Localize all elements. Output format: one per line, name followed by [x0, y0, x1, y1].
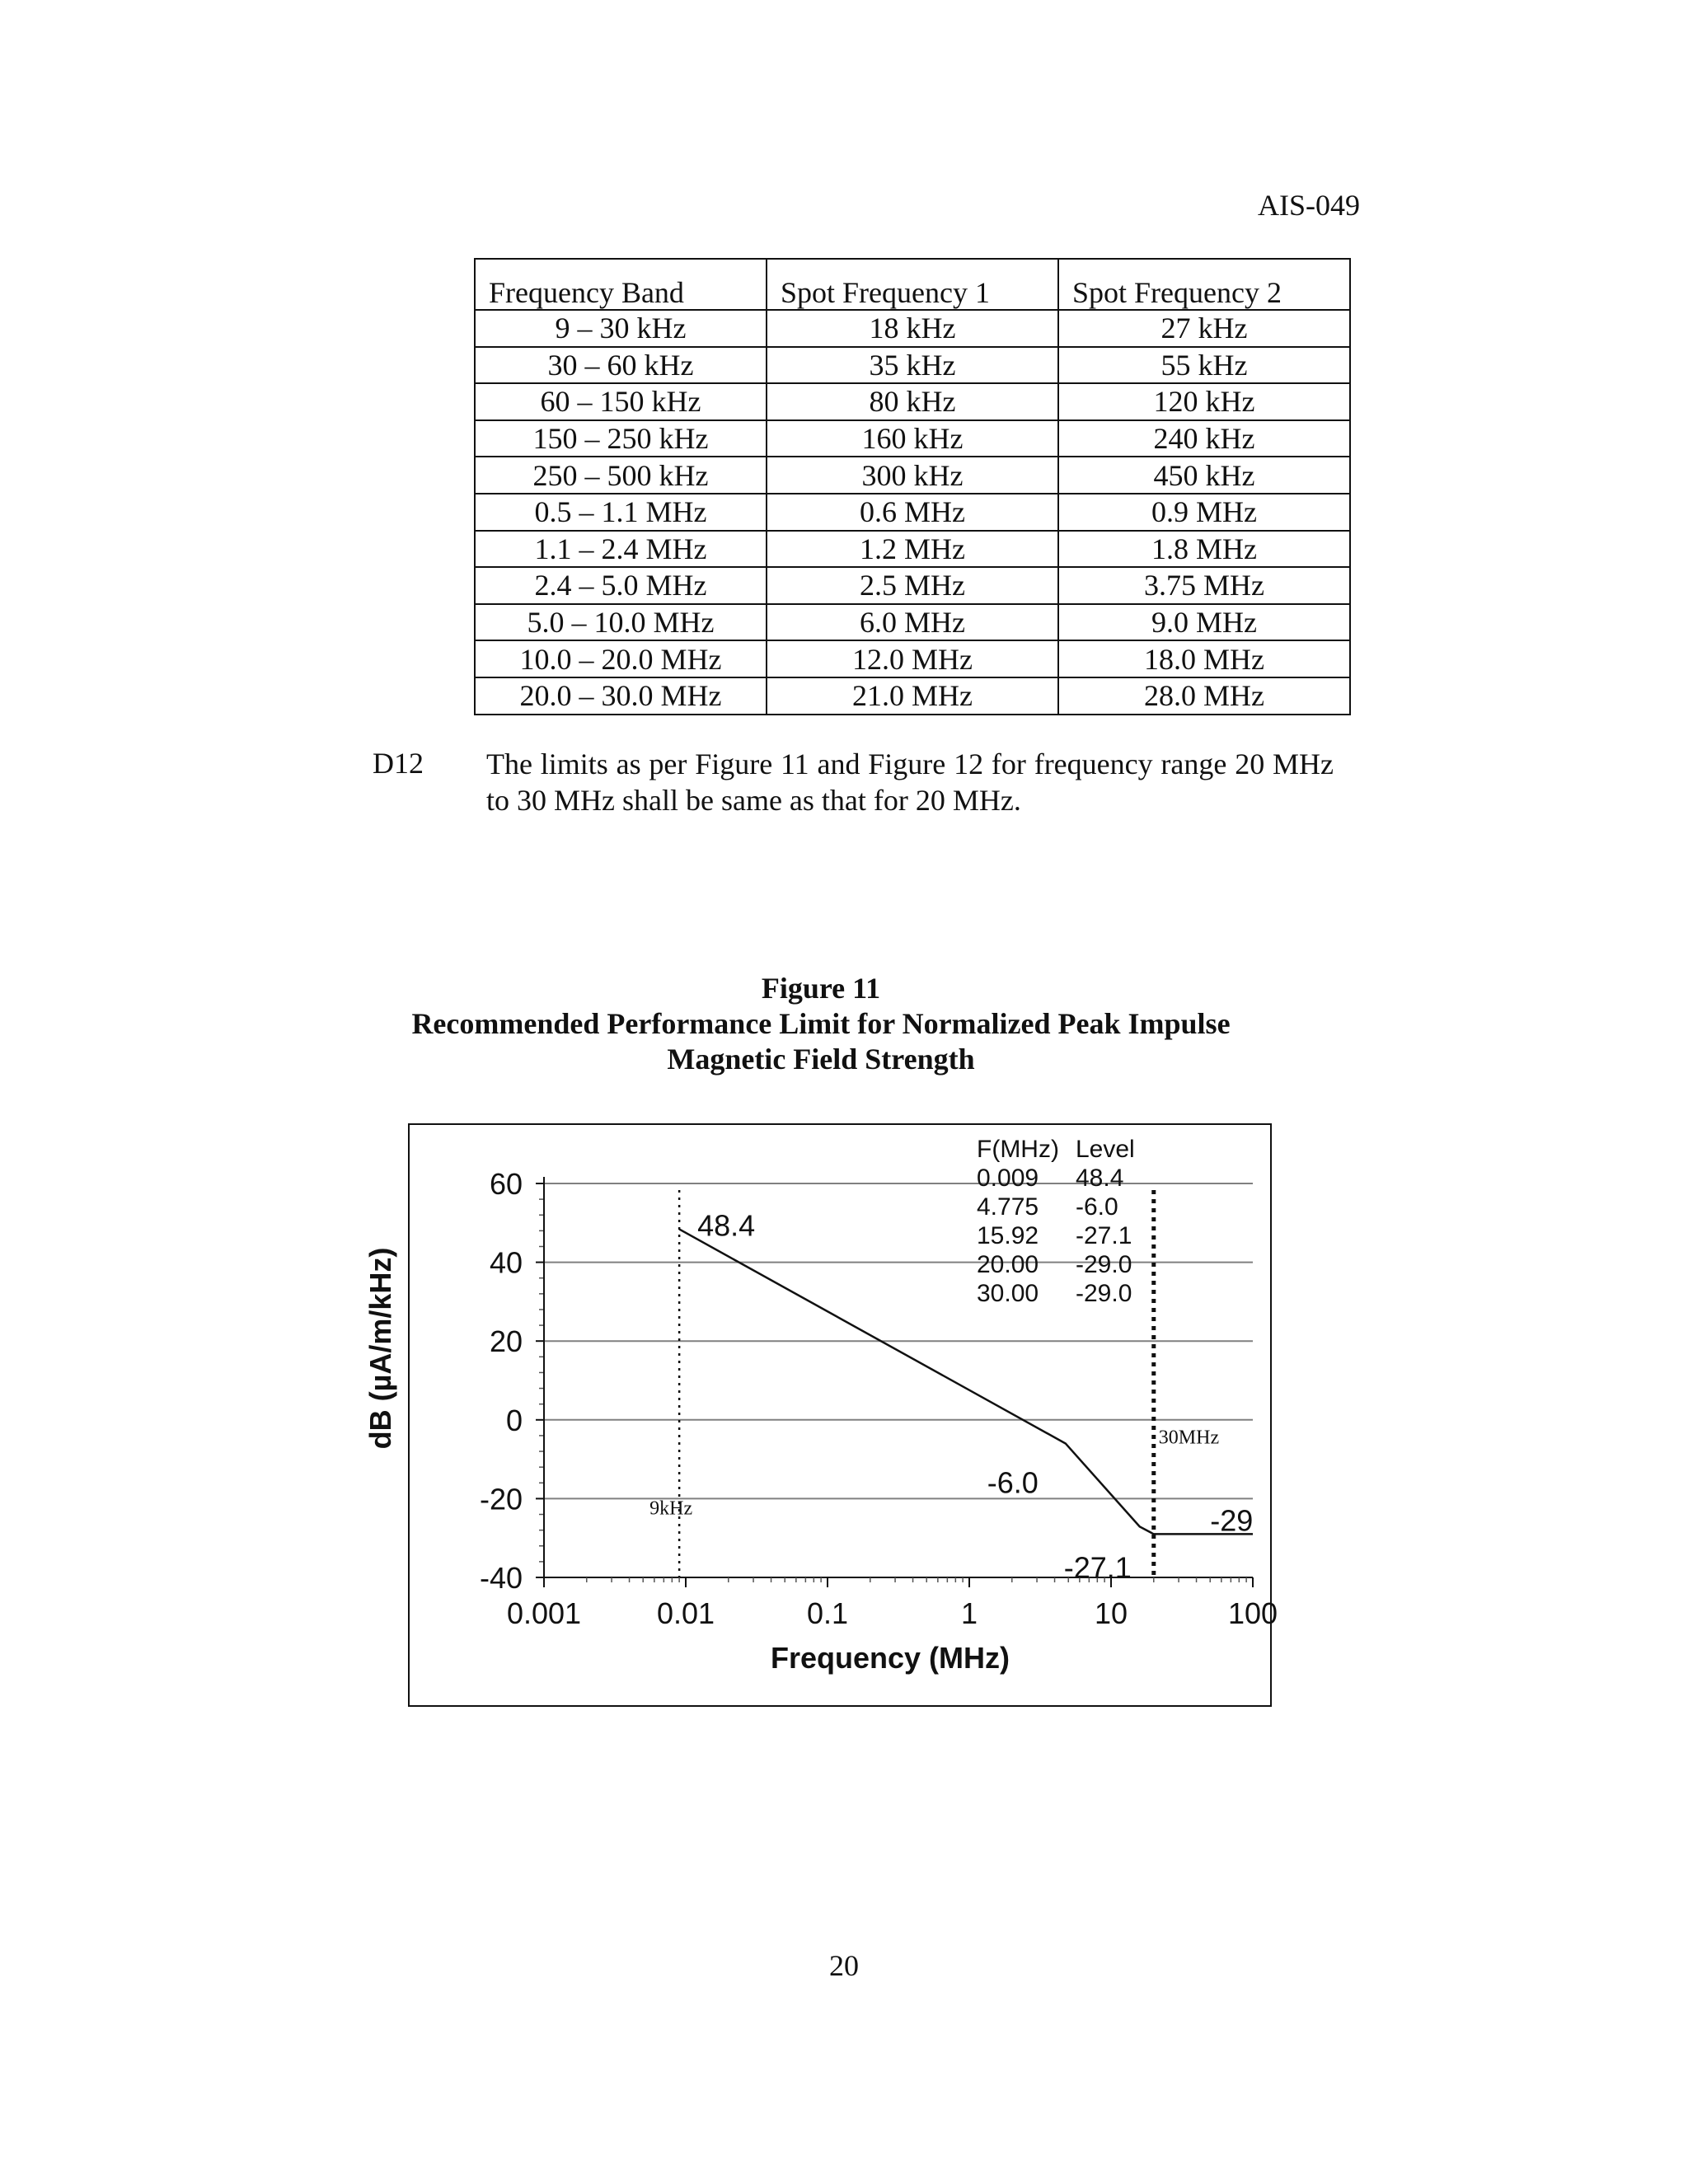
table-cell: 120 kHz: [1058, 383, 1350, 420]
table-cell: 5.0 – 10.0 MHz: [475, 604, 767, 641]
inset-cell: -29.0: [1076, 1251, 1132, 1278]
y-tick-label: 40: [489, 1245, 523, 1280]
inset-cell: 4.775: [977, 1193, 1039, 1221]
document-code: AIS-049: [1258, 189, 1360, 222]
table-cell: 250 – 500 kHz: [475, 457, 767, 494]
inset-cell: -6.0: [1076, 1193, 1118, 1221]
table-cell: 9 – 30 kHz: [475, 310, 767, 347]
y-tick-label: 60: [489, 1167, 523, 1201]
table-cell: 2.5 MHz: [767, 567, 1058, 604]
inset-header: F(MHz): [977, 1136, 1059, 1163]
table-cell: 300 kHz: [767, 457, 1058, 494]
data-label: -27.1: [1063, 1550, 1132, 1585]
table-cell: 160 kHz: [767, 420, 1058, 457]
table-cell: 20.0 – 30.0 MHz: [475, 677, 767, 715]
inset-cell: -29.0: [1076, 1280, 1132, 1307]
data-label: -29: [1210, 1503, 1254, 1538]
column-header: Spot Frequency 1: [767, 259, 1058, 310]
figure-number: Figure 11: [761, 972, 881, 1005]
x-tick-label: 0.01: [656, 1596, 715, 1630]
table-cell: 1.2 MHz: [767, 531, 1058, 568]
column-header: Spot Frequency 2: [1058, 259, 1350, 310]
marker-label: 9kHz: [649, 1497, 693, 1520]
x-tick-label: 0.1: [806, 1596, 849, 1630]
x-tick-label: 100: [1227, 1596, 1278, 1630]
table-cell: 2.4 – 5.0 MHz: [475, 567, 767, 604]
table-cell: 6.0 MHz: [767, 604, 1058, 641]
table-cell: 18.0 MHz: [1058, 640, 1350, 677]
inset-header: Level: [1076, 1136, 1135, 1163]
table-cell: 1.1 – 2.4 MHz: [475, 531, 767, 568]
table-cell: 150 – 250 kHz: [475, 420, 767, 457]
table-cell: 60 – 150 kHz: [475, 383, 767, 420]
table-cell: 35 kHz: [767, 347, 1058, 384]
column-header: Frequency Band: [475, 259, 767, 310]
inset-cell: 0.009: [977, 1165, 1039, 1192]
table-cell: 80 kHz: [767, 383, 1058, 420]
data-label: 48.4: [697, 1208, 756, 1243]
table-cell: 30 – 60 kHz: [475, 347, 767, 384]
x-tick-label: 0.001: [506, 1596, 582, 1630]
inset-cell: 48.4: [1076, 1165, 1124, 1192]
table-cell: 240 kHz: [1058, 420, 1350, 457]
table-cell: 0.5 – 1.1 MHz: [475, 494, 767, 531]
figure-title-line2: Magnetic Field Strength: [667, 1043, 975, 1076]
note-text: The limits as per Figure 11 and Figure 12 for frequency range 20 MHz to 30 MHz shall be same as that for 20 MHz.: [486, 748, 1334, 817]
page-number: 20: [829, 1949, 859, 1982]
inset-cell: -27.1: [1076, 1222, 1132, 1249]
x-axis-title: Frequency (MHz): [770, 1641, 1010, 1675]
y-tick-label: 20: [489, 1324, 523, 1359]
table-cell: 9.0 MHz: [1058, 604, 1350, 641]
inset-cell: 30.00: [977, 1280, 1039, 1307]
x-tick-label: 10: [1094, 1596, 1128, 1630]
table-cell: 3.75 MHz: [1058, 567, 1350, 604]
x-tick-label: 1: [960, 1596, 978, 1630]
y-axis-title: dB (µA/m/kHz): [363, 1247, 397, 1450]
marker-label: 30MHz: [1158, 1427, 1220, 1449]
y-tick-label: -40: [479, 1561, 523, 1595]
table-cell: 28.0 MHz: [1058, 677, 1350, 715]
y-tick-label: 0: [505, 1403, 523, 1437]
note-id: D12: [373, 747, 424, 780]
inset-cell: 15.92: [977, 1222, 1039, 1249]
table-cell: 1.8 MHz: [1058, 531, 1350, 568]
figure-title-line1: Recommended Performance Limit for Normalized Peak Impulse: [411, 1007, 1231, 1040]
table-cell: 12.0 MHz: [767, 640, 1058, 677]
table-cell: 10.0 – 20.0 MHz: [475, 640, 767, 677]
table-cell: 0.9 MHz: [1058, 494, 1350, 531]
inset-cell: 20.00: [977, 1251, 1039, 1278]
y-tick-label: -20: [479, 1482, 523, 1516]
table-cell: 450 kHz: [1058, 457, 1350, 494]
data-label: -6.0: [987, 1465, 1039, 1500]
table-cell: 55 kHz: [1058, 347, 1350, 384]
table-cell: 21.0 MHz: [767, 677, 1058, 715]
table-cell: 27 kHz: [1058, 310, 1350, 347]
table-cell: 18 kHz: [767, 310, 1058, 347]
limit-line: [679, 1229, 1253, 1534]
table-cell: 0.6 MHz: [767, 494, 1058, 531]
